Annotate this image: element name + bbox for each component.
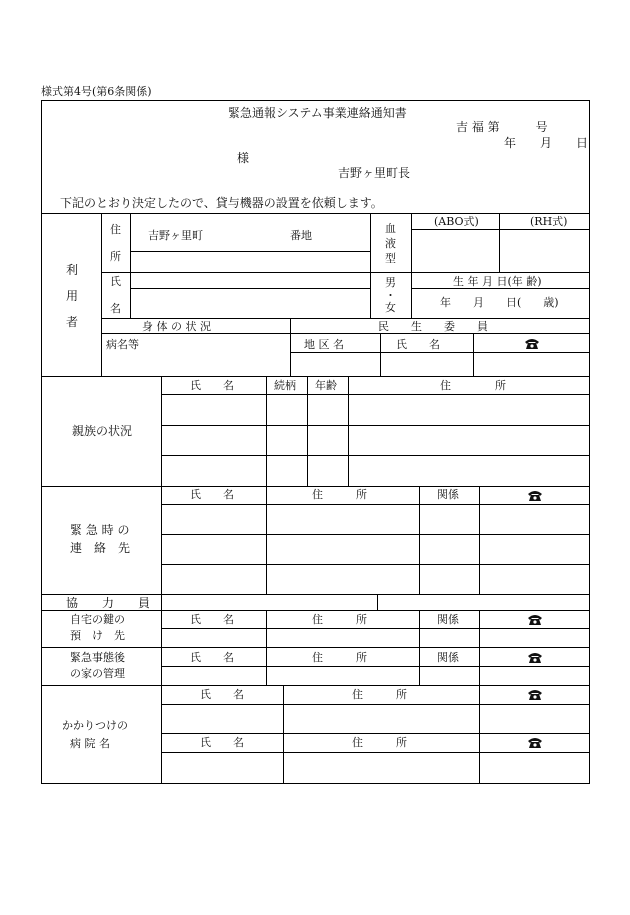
hospital-header-name-1: 氏 名	[200, 688, 244, 701]
blood-label-2: 液	[385, 237, 396, 250]
welfare-name-label: 氏 名	[396, 338, 440, 351]
col-welfare-district	[380, 333, 381, 376]
emergency-label-2: 連 絡 先	[70, 541, 131, 555]
col-blood-label-right	[411, 213, 412, 318]
col-user-label	[101, 213, 102, 376]
sex-label-2: ・	[385, 289, 396, 302]
col-hospital-phone	[479, 685, 480, 784]
cooperator-label: 協 力 員	[66, 596, 151, 610]
rule-relatives-top	[41, 376, 590, 377]
key-holder-header-name: 氏 名	[190, 613, 234, 626]
col-blood-abo-rh	[499, 213, 500, 272]
key-holder-label-2: 預 け 先	[70, 629, 125, 642]
house-label-1: 緊急事態後	[70, 651, 125, 664]
relatives-header-address: 住 所	[440, 379, 506, 392]
birth-value: 年 月 日( 歳)	[440, 296, 559, 309]
rule-house-header	[161, 666, 590, 667]
house-label-2: の家の管理	[70, 667, 125, 680]
rule-emergency-row1	[161, 534, 590, 535]
rule-blood-header	[411, 229, 590, 230]
emergency-label-1: 緊 急 時 の	[70, 523, 130, 537]
issue-date: 年 月 日	[504, 136, 589, 150]
col-relatives-age	[307, 376, 308, 486]
address-suffix: 番地	[290, 229, 312, 242]
house-header-relation: 関係	[437, 651, 459, 664]
rule-relatives-row2	[161, 455, 590, 456]
col-cooperator-split	[377, 594, 378, 610]
rule-address-sub	[130, 251, 370, 252]
key-holder-header-address: 住 所	[312, 613, 367, 626]
rule-relatives-row1	[161, 425, 590, 426]
rule-hospital-header2	[161, 752, 590, 753]
address-town: 吉野ヶ里町	[148, 229, 203, 242]
house-header-address: 住 所	[312, 651, 367, 664]
blood-label-1: 血	[385, 222, 396, 235]
relatives-header-age: 年齢	[315, 379, 337, 392]
col-relatives-address	[348, 376, 349, 486]
user-section-label-3: 者	[66, 315, 79, 329]
telephone-icon	[527, 688, 543, 702]
blood-label-3: 型	[385, 252, 396, 265]
hospital-label-2: 病 院 名	[70, 737, 110, 750]
col-hospital-address	[283, 685, 284, 784]
user-section-label-2: 用	[66, 289, 79, 303]
col-user-field-label	[130, 213, 131, 318]
form-title: 緊急通報システム事業連絡通知書	[228, 106, 407, 120]
key-holder-label-1: 自宅の鍵の	[70, 613, 125, 626]
col-key-house-phone	[479, 610, 480, 685]
form-number: 様式第4号(第6条関係)	[41, 85, 152, 98]
rule-relatives-header	[161, 394, 590, 395]
col-relatives-relation	[266, 376, 267, 486]
rule-birth-sub	[411, 288, 590, 289]
emergency-header-relation: 関係	[437, 488, 459, 501]
rh-label: (RH式)	[530, 215, 568, 228]
rule-user-top	[41, 213, 590, 214]
telephone-icon	[527, 489, 543, 503]
rule-name-sub	[130, 288, 370, 289]
recipient-suffix: 様	[237, 151, 250, 165]
issuer-name: 吉野ヶ里町長	[338, 166, 411, 180]
col-blood-label-left	[370, 213, 371, 318]
col-key-house-relation	[419, 610, 420, 685]
user-section-label-1: 利	[66, 263, 79, 277]
rule-key-top	[41, 610, 590, 611]
rule-emergency-top	[41, 486, 590, 487]
col-section-label-upper	[161, 376, 162, 594]
notice-text: 下記のとおり決定したので、貸与機器の設置を依頼します。	[60, 196, 383, 210]
telephone-icon	[527, 613, 543, 627]
col-health-welfare	[290, 318, 291, 376]
health-label: 身 体 の 状 況	[142, 320, 211, 333]
col-key-house-address	[266, 610, 267, 685]
name-label-1: 氏	[110, 275, 121, 288]
sex-label-1: 男	[385, 276, 396, 289]
col-emergency-phone	[479, 486, 480, 594]
col-emergency-relation	[419, 486, 420, 594]
rule-health-header	[101, 333, 590, 334]
rule-cooperator-top	[41, 594, 590, 595]
name-label-2: 名	[110, 302, 121, 315]
disease-label: 病名等	[106, 338, 139, 351]
house-header-name: 氏 名	[190, 651, 234, 664]
col-section-label-lower	[161, 594, 162, 784]
emergency-header-address: 住 所	[312, 488, 367, 501]
rule-hospital-top	[41, 685, 590, 686]
hospital-header-name-2: 氏 名	[200, 736, 244, 749]
telephone-icon	[524, 337, 540, 351]
rule-hospital-row1	[161, 733, 590, 734]
hospital-header-address-1: 住 所	[352, 688, 407, 701]
welfare-label: 民 生 委 員	[378, 320, 488, 333]
sex-label-3: 女	[385, 301, 396, 314]
rule-house-top	[41, 647, 590, 648]
hospital-label-1: かかりつけの	[62, 719, 128, 732]
col-emergency-address	[266, 486, 267, 594]
rule-hospital-header1	[161, 704, 590, 705]
birth-label: 生 年 月 日(年 齢)	[453, 275, 542, 288]
rule-key-header	[161, 628, 590, 629]
rule-emergency-row2	[161, 564, 590, 565]
hospital-header-address-2: 住 所	[352, 736, 407, 749]
relatives-label: 親族の状況	[72, 424, 133, 438]
col-welfare-phone	[473, 333, 474, 376]
emergency-header-name: 氏 名	[190, 488, 234, 501]
issue-number: 吉 福 第 号	[456, 120, 548, 134]
rule-welfare-sub	[290, 352, 590, 353]
relatives-header-name: 氏 名	[190, 379, 234, 392]
key-holder-header-relation: 関係	[437, 613, 459, 626]
district-label: 地 区 名	[304, 338, 344, 351]
abo-label: (ABO式)	[434, 215, 479, 228]
relatives-header-relation: 続柄	[274, 379, 296, 392]
rule-name-top	[101, 272, 590, 273]
rule-emergency-header	[161, 504, 590, 505]
address-label-2: 所	[110, 250, 121, 263]
telephone-icon	[527, 651, 543, 665]
address-label-1: 住	[110, 223, 121, 236]
rule-health-top	[101, 318, 590, 319]
telephone-icon	[527, 736, 543, 750]
